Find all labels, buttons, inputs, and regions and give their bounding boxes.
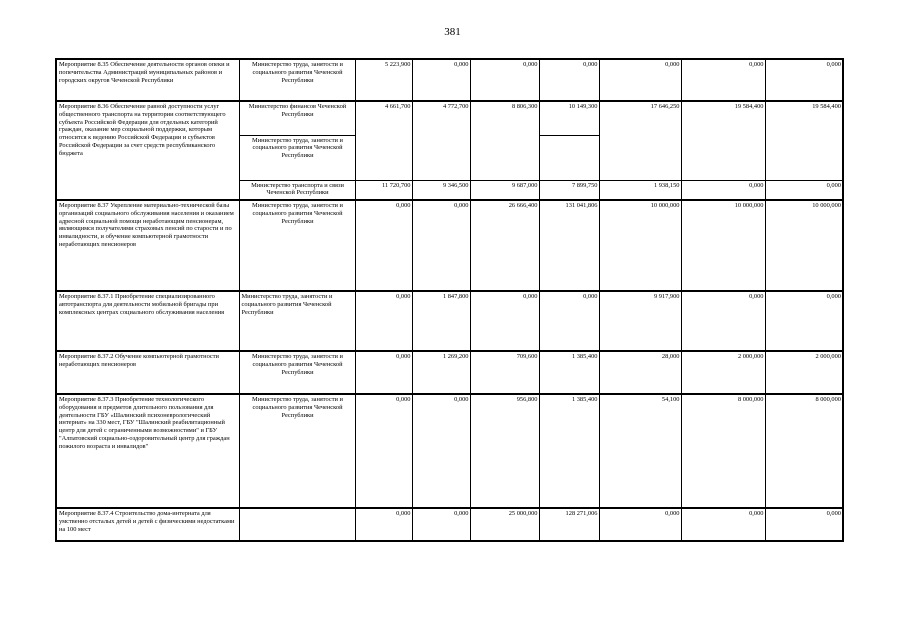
value-cell: 0,000 (681, 180, 765, 200)
value-cell: 0,000 (539, 291, 599, 351)
row-name-cell: Мероприятие 8.37.2 Обучение компьютерной грамотности неработающих пенсионеров (56, 351, 239, 394)
row-org-cell: Министерство труда, занятости и социального развития Чеченской Республики (239, 59, 355, 101)
value-cell: 0,000 (355, 351, 412, 394)
value-cell: 25 000,000 (470, 508, 539, 541)
value-cell: 8 000,000 (765, 394, 843, 508)
row-org-cell: Министерство труда, занятости и социального развития Чеченской Республики (239, 200, 355, 291)
table-row (56, 508, 843, 541)
value-cell: 9 687,000 (470, 180, 539, 200)
row-name-cell: Мероприятие 8.37.4 Строительство дома-интерната для умственно отсталых детей и детей с физическими недостатками на 100 мест (56, 508, 239, 541)
value-cell: 1 847,800 (412, 291, 470, 351)
value-cell: 28,000 (599, 351, 681, 394)
row-org-cell: Министерство труда, занятости и социального развития Чеченской Республики (239, 394, 355, 508)
value-cell: 0,000 (355, 291, 412, 351)
value-cell: 8 806,300 (470, 101, 539, 180)
value-cell: 2 000,000 (765, 351, 843, 394)
value-cell: 0,000 (599, 59, 681, 101)
value-cell: 0,000 (599, 508, 681, 541)
table-row (56, 101, 843, 135)
value-cell: 0,000 (412, 59, 470, 101)
table-row (56, 291, 843, 351)
value-cell: 9 917,900 (599, 291, 681, 351)
row-name-cell: Мероприятие 8.36 Обеспечение равной доступности услуг общественного транспорта на территории соответствующего субъекта Российской Федерации для отдельных категорий граждан, оказание мер социальной поддержки, которым относится к ведению Российской Федерации и субъектов Российской Федерации за счет средств республиканского бюджета (56, 101, 239, 200)
value-cell: 0,000 (681, 508, 765, 541)
value-cell: 9 346,500 (412, 180, 470, 200)
row-name-cell: Мероприятие 8.37.3 Приобретение технологического оборудования и предметов длительного пользования для деятельности ГБУ «Шалинский психоневрологический интернат» на 330 мест, ГБУ "Шалинский реабилитационный центр для детей с ограниченными возможностями" и ГБУ "Алпатовский социально-оздоровительный центр для граждан пожилого возраста и инвалидов" (56, 394, 239, 508)
table-row (56, 351, 843, 394)
value-cell: 128 271,006 (539, 508, 599, 541)
value-cell: 0,000 (355, 394, 412, 508)
table-row (56, 200, 843, 291)
value-cell: 19 584,400 (765, 101, 843, 180)
value-cell (539, 135, 599, 180)
value-cell: 131 041,806 (539, 200, 599, 291)
value-cell: 1 269,200 (412, 351, 470, 394)
row-org-cell: Министерство труда, занятости и социального развития Чеченской Республики (239, 351, 355, 394)
value-cell: 19 584,400 (681, 101, 765, 180)
value-cell: 0,000 (355, 200, 412, 291)
value-cell: 956,800 (470, 394, 539, 508)
row-org-cell: Министерство труда, занятости и социального развития Чеченской Республики (239, 291, 355, 351)
value-cell: 0,000 (470, 291, 539, 351)
value-cell: 0,000 (681, 291, 765, 351)
value-cell: 10 149,300 (539, 101, 599, 135)
value-cell: 5 223,900 (355, 59, 412, 101)
row-org-cell: Министерство финансов Чеченской Республики (239, 101, 355, 135)
value-cell: 10 000,000 (765, 200, 843, 291)
value-cell: 26 666,400 (470, 200, 539, 291)
value-cell: 4 772,700 (412, 101, 470, 180)
table-row (56, 59, 843, 101)
value-cell: 1 385,400 (539, 351, 599, 394)
value-cell: 0,000 (765, 508, 843, 541)
page-number: 381 (444, 26, 461, 38)
value-cell: 10 000,000 (599, 200, 681, 291)
value-cell: 0,000 (412, 200, 470, 291)
value-cell: 0,000 (412, 508, 470, 541)
row-name-cell: Мероприятие 8.35 Обеспечение деятельности органов опеки и попечительства Администраций муниципальных районов и городских округов Чеченской Республики (56, 59, 239, 101)
budget-table (55, 58, 844, 542)
value-cell: 4 661,700 (355, 101, 412, 180)
value-cell: 2 000,000 (681, 351, 765, 394)
value-cell: 8 000,000 (681, 394, 765, 508)
value-cell: 17 646,250 (599, 101, 681, 180)
row-org-cell (239, 508, 355, 541)
value-cell: 11 720,700 (355, 180, 412, 200)
row-name-cell: Мероприятие 8.37 Укрепление материально-технической базы организаций социального обслуживания населения и оказанием адресной социальной помощи неработающим пенсионерам, являющимся получателями страховых пенсий по старости и по инвалидности, и обучение компьютерной грамотности неработающих пенсионеров (56, 200, 239, 291)
value-cell: 0,000 (412, 394, 470, 508)
value-cell: 0,000 (470, 59, 539, 101)
value-cell: 0,000 (539, 59, 599, 101)
value-cell: 1 938,150 (599, 180, 681, 200)
value-cell: 0,000 (355, 508, 412, 541)
value-cell: 0,000 (681, 59, 765, 101)
value-cell: 0,000 (765, 291, 843, 351)
value-cell: 709,600 (470, 351, 539, 394)
table-row (56, 394, 843, 508)
value-cell: 1 385,400 (539, 394, 599, 508)
row-org-cell: Министерство транспорта и связи Чеченской Республики (239, 180, 355, 200)
value-cell: 0,000 (765, 180, 843, 200)
row-org-cell: Министерство труда, занятости и социального развития Чеченской Республики (239, 135, 355, 180)
value-cell: 0,000 (765, 59, 843, 101)
row-name-cell: Мероприятие 8.37.1 Приобретение специализированного автотранспорта для деятельности мобильной бригады при комплексных центрах социального обслуживания населения (56, 291, 239, 351)
value-cell: 10 000,000 (681, 200, 765, 291)
value-cell: 54,100 (599, 394, 681, 508)
value-cell: 7 899,750 (539, 180, 599, 200)
